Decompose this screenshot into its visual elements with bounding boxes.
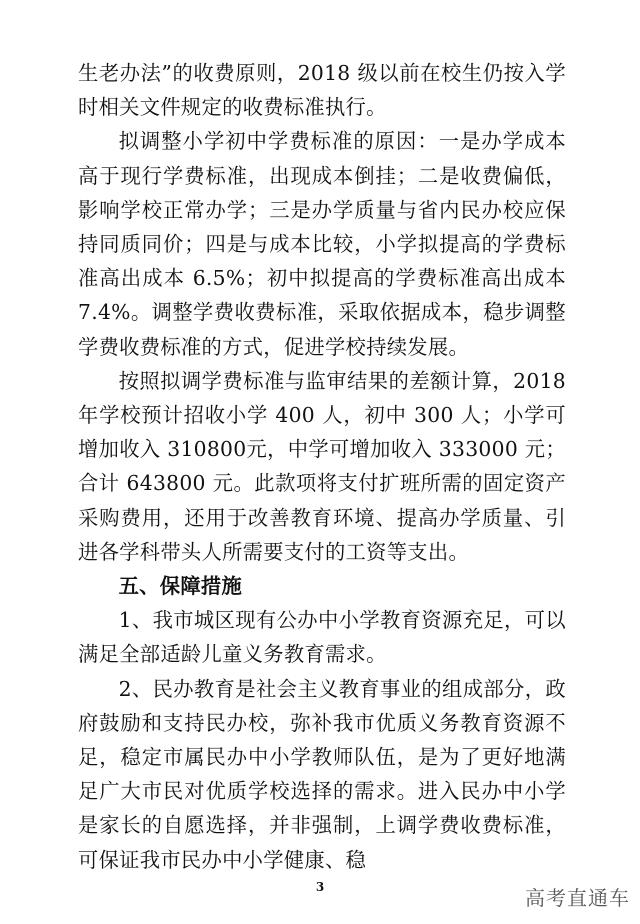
page-number: 3 [315, 880, 325, 894]
measure-item-1: 1、我市城区现有公办中小学教育资源充足，可以满足全部适龄儿童义务教育需求。 [78, 608, 566, 667]
measure-item-2: 2、民办教育是社会主义教育事业的组成部分，政府鼓励和支持民办校，弥补我市优质义务教育资源不足，稳定市属民办中小学教师队伍，是为了更好地满足广大市民对优质学校选择的需求。进入民办中小学是家长的自愿选择，并非强制，上调学费收费标准，可保证我市民办中小学健康、稳 [78, 676, 566, 872]
paragraph-fee-principle: 生老办法”的收费原则，2018 级以前在校生仍按入学时相关文件规定的收费标准执行。 [78, 61, 566, 120]
document-body [78, 56, 566, 877]
paragraph-revenue-calculation: 按照拟调学费标准与监审结果的差额计算，2018 年学校预计招收小学 400 人，初中 300 人；小学可增加收入 310800元，中学可增加收入 333000 元；合计 643800 元。此款项将支付扩班所需的固定资产采购费用，还用于改善教育环境、提高办学质量、引进各学科带头人所需要支付的工资等支出。 [78, 368, 566, 564]
watermark: 高考直通车 [525, 886, 630, 910]
paragraph-adjustment-reasons: 拟调整小学初中学费标准的原因：一是办学成本高于现行学费标准，出现成本倒挂；二是收费偏低，影响学校正常办学；三是办学质量与省内民办校应保持同质同价；四是与成本比较，小学拟提高的学费标准高出成本 6.5%；初中拟提高的学费标准高出成本 7.4%。调整学费收费标准，采取依据成本，稳步调整学费收费标准的方式，促进学校持续发展。 [78, 129, 566, 359]
section-heading-safeguards: 五、保障措施 [118, 574, 243, 599]
